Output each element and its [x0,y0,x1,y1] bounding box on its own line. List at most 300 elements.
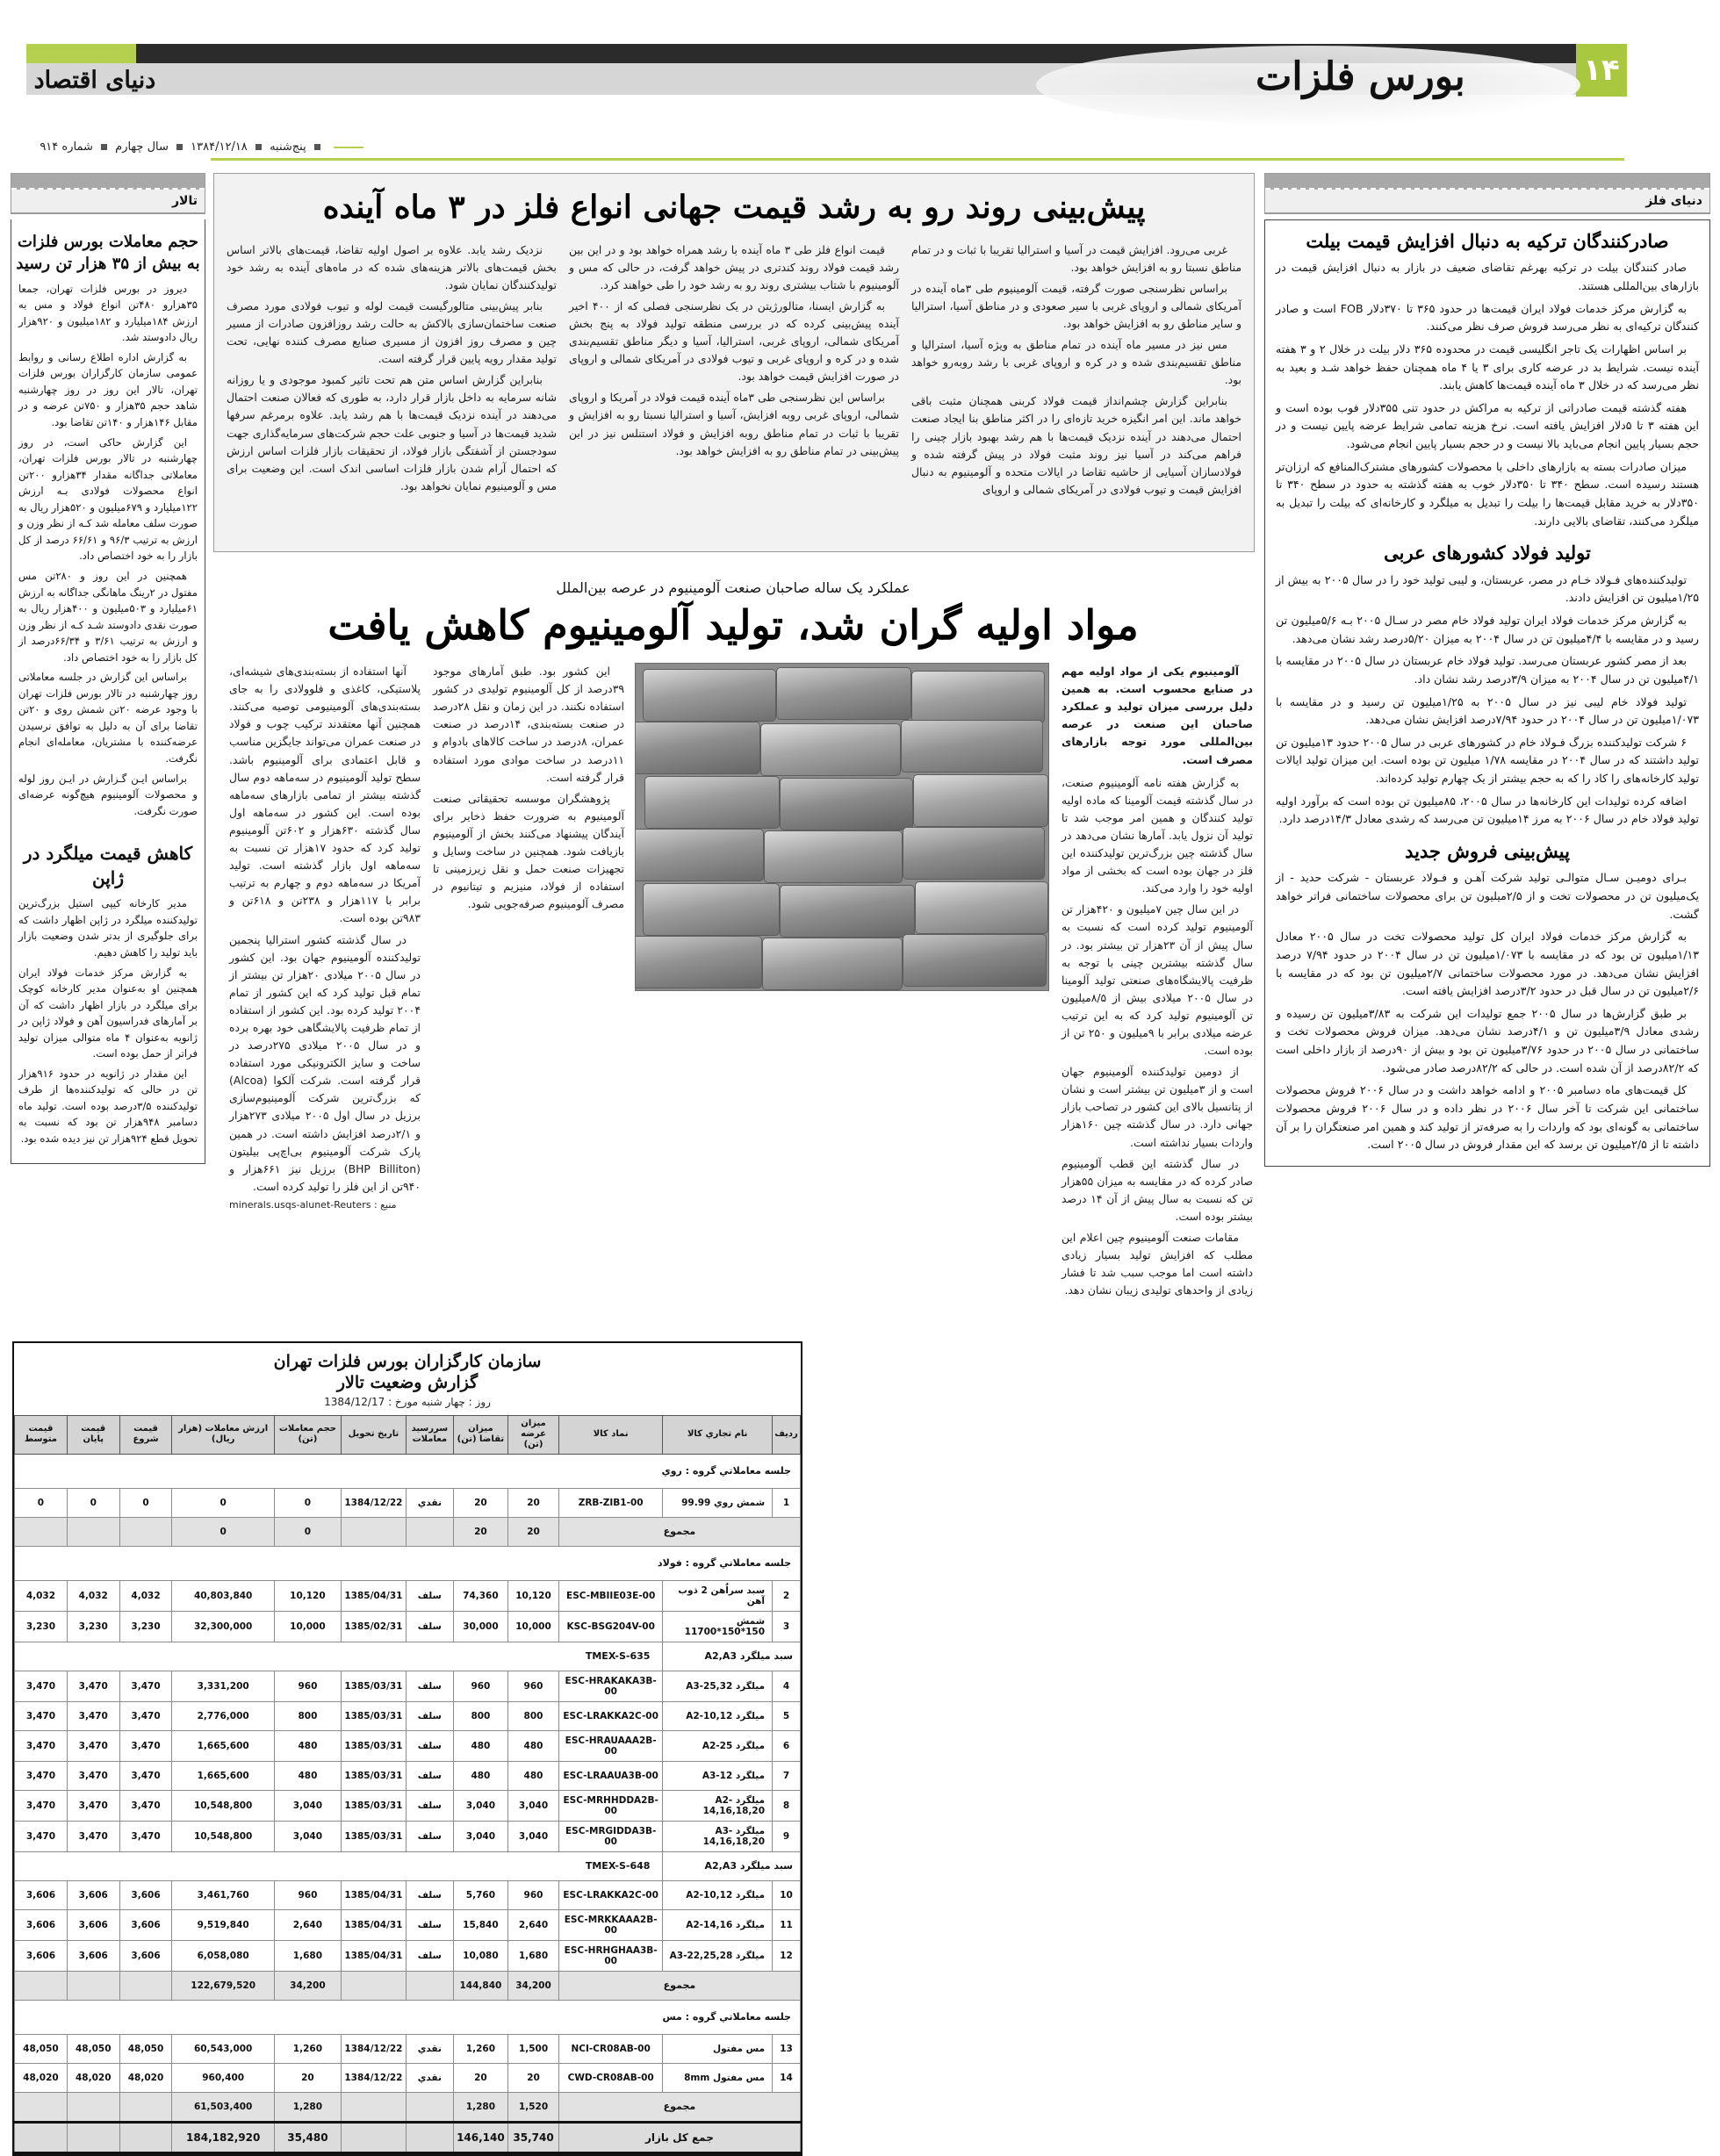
paragraph: میزان صادرات بسته به بازارهای داخلی با محصولات کشورهای مشترک‌المنافع که ارزان‌تر هستند رسیده است. سطح ۳۴۰ تا ۳۵۰دلار خوب به هفته گذشته به حدود در سطح ۳۴۰ تا ۳۵۰دلار به خرید مقابل قیمت‌ها را بیلت را تبدیل به میلگرد و کارخانه‌ای که بیلت را تبدیل به میلگرد می‌کنند، تقاضای بالایی دارند. [1276,459,1699,528]
cell-demand: 480 [453,1730,507,1761]
cell-product-name: ميلگرد A3-25,32 [663,1671,773,1701]
cell-avg-price: 48,020 [15,2063,68,2092]
paragraph: اضافه کرده تولیدات این کارخانه‌ها در سال ۲۰۰۵، ۸۵میلیون تن بوده است که برآورد اولیه تولید فولاد خام در سال ۲۰۰۶ به مرز ۱۴میلیون تن می‌رسد که رشدی معادل ۱۴/۳درصد دارد. [1276,794,1699,826]
cell-supply: 20 [508,2063,559,2092]
paragraph: ۶ شرکت تولیدکننده بزرگ فـولاد خام در کشورهای عربی در سال ۲۰۰۵ حدود ۱۳میلیون تن تولید داشتند که در سال ۲۰۰۴ در مقایسه ۱/۷۸ میلیون تن بوده است. این میزان تولید ایالات تولید کارخانه‌های را کاد را که به حجم بیشتر از یک چهارم تولید کرده‌اند. [1276,735,1699,786]
cell-symbol: ESC-MRKKAAA2B-00 [558,1909,663,1940]
paragraph: به گزارش هفته نامه آلومینیوم صنعت، در سال گذشته قیمت آلومینا که ماده اولیه تولید کنندگان و همین امر موجب شد تا تولید آن نزول یابد. آمارها نشان می‌دهد در سال گذشته چین بزرگ‌ترین تولیدکننده این فلز در جهان بوده است که بخشی از مواد اولیه خود را وارد می‌کند. [1062,775,1253,895]
table-row [15,1909,801,1940]
left-kicker-bar [11,174,205,190]
table-group-label: جلسه معاملاتي گروه : مس [15,2000,801,2034]
cell-volume: 3,040 [274,1790,341,1821]
cell-delivery-date: 1385/02/31 [341,1611,406,1642]
grand-total-open [119,2122,172,2152]
cell-supply: 480 [508,1730,559,1761]
right-body-3 [1276,869,1699,1154]
paragraph: دیروز در بورس فلزات تهران، جمعا ۳۵هزارو ۴۸۰تن انواع فولاد و مس به ارزش ۱۸۴میلیارد و ۱۸۲میلیون و ۹۲۰هزار ریال دادوستد شد. [18,282,198,344]
paragraph: تولید فولاد خام لیبی نیز در سال ۲۰۰۵ به ۱/۲۵میلیون تن رسید و در مقایسه با ۱/۰۷۳میلیون تن در سال ۲۰۰۴ در حدود ۷/۹۴درصد افزایش نشان می‌دهد. [1276,694,1699,727]
cell-delivery-date: 1385/03/31 [341,1671,406,1701]
paragraph: این مقدار در ژانویه در حدود ۹۱۶هزار تن در حالی که تولیدکننده‌ها از طرف تولیدکننده ۳/۵درصد بوده است. تولید ماه دسامبر ۹۴۸هزار تن بود که نسبت به تحویل قطع ۹۲۴هزار تن نیز دیده شده بود. [18,1067,198,1145]
cell-volume: 960 [274,1671,341,1701]
summary-supply: 34,200 [508,1971,559,2000]
table-row [15,1580,801,1611]
cell-demand: 74,360 [453,1580,507,1611]
cell-row-no: 9 [773,1821,801,1851]
newspaper-logo: دنیای اقتصاد [33,67,156,94]
cell-close-price: 3,470 [67,1761,119,1790]
cell-settlement: سلف [406,1730,453,1761]
cell-product-name: ميلگرد A3-22,25,28 [663,1940,773,1971]
cell-delivery-date: 1385/03/31 [341,1730,406,1761]
cell-product-name: شمش روي 99.99 [663,1488,773,1517]
cell-open-price: 48,020 [119,2063,172,2092]
summary-delivery [341,2092,406,2122]
feature-kicker: عملکرد یک ساله صاحبان صنعت آلومینیوم در عرصه بین‌الملل [556,579,910,596]
table-title-date: روز : چهار شنبه مورخ : 1384/12/17 [324,1396,491,1408]
cell-value: 0 [172,1488,275,1517]
cell-value: 6,058,080 [172,1940,275,1971]
feature-lede [1062,663,1253,769]
table-group-label: جلسه معاملاتي گروه : روي [15,1454,801,1488]
cell-value: 3,331,200 [172,1671,275,1701]
feature-article [213,579,1253,1308]
cell-product-name: ميلگرد A2-10,12 [663,1880,773,1909]
cell-delivery-date: 1385/03/31 [341,1701,406,1730]
paragraph: به گزارش ایسنا، متالورژیتن در یک نظرسنجی فصلی که از ۴۰۰ اخیر آینده پیش‌بینی کرده که در بررسی منطقه تولید فولاد به پنج بخش آمریکای شمالی، اروپای غربی، استرالیا، آسیا و دیگر مناطق تقسیم‌بندی شده و در کره و اروپای غربی و تیوب فولادی در آمریکای شمالی و اروپای در صورت افزایش قیمت خواهد بود. [569,298,899,384]
table-row [15,1611,801,1642]
cell-symbol: ESC-LRAKKA2C-00 [558,1880,663,1909]
cell-settlement: سلف [406,1761,453,1790]
cell-settlement: سلف [406,1671,453,1701]
cell-value: 9,519,840 [172,1909,275,1940]
paragraph: بـرای دومیـن سـال متوالـی تولید شرکت آهـن و فـولاد عربستان - شرکت حدید - از یک‌میلیون تن در محصولات تخت و از ۲/۵میلیون تن برای محصولات ساختمانی فراتر خواهد گشت. [1276,871,1699,921]
cell-row-no: 12 [773,1940,801,1971]
cell-avg-price: 3,606 [15,1940,68,1971]
cell-demand: 15,840 [453,1909,507,1940]
table-head [15,1416,801,1455]
cell-demand: 20 [453,2063,507,2092]
cell-delivery-date: 1384/12/22 [341,2063,406,2092]
grand-total-avg [15,2122,68,2152]
cell-volume: 0 [274,1488,341,1517]
cell-close-price: 48,050 [67,2034,119,2063]
summary-demand: 1,280 [453,2092,507,2122]
table-group-summary-row [15,1971,801,2000]
cell-demand: 10,080 [453,1940,507,1971]
cell-open-price: 48,050 [119,2034,172,2063]
paragraph: براساس این گزارش در جلسه معاملاتی روز چهارشنبه در تالار بورس فلزات تهران با وجود عرضه ۲۰تن شمش روی و ۲۰تن تقاضا برای آن به دلیل به توافق نرسیدن عرضه‌کننده با مشتریان، معامله‌ای انجام نگرفت. [18,671,198,765]
cell-volume: 1,260 [274,2034,341,2063]
cell-value: 10,548,800 [172,1790,275,1821]
grand-total-demand: 146,140 [453,2122,507,2152]
paragraph: بر اساس اظهارات یک تاجر انگلیسی قیمت در محدوده ۳۶۵ دلار بیلت در خلال ۲ و ۳ هفته آینده نیست. شرایط بد در عرضه کاری برای ۳ یا ۴ ماه همچنان حفظ خواهد شـد و بعید به نظر می‌رسد که در خلال ۳ ماه آینده قیمت‌ها کاهش یابند. [1276,341,1699,392]
feature-column-right [1062,663,1253,1303]
right-section [1276,541,1699,829]
dateline-dash [334,147,363,148]
cell-avg-price: 48,050 [15,2034,68,2063]
lead-column-1 [911,241,1241,502]
cell-symbol: ESC-HRAUAAA2B-00 [558,1730,663,1761]
cell-open-price: 3,606 [119,1880,172,1909]
cell-volume: 20 [274,2063,341,2092]
paragraph: در سال گذشته کشور استرالیا پنجمین تولیدکننده آلومینیوم جهان بود. این کشور در سال ۲۰۰۵ میلادی ۲۰هزار تن بیشتر از تمام قبل تولید کرد که این کشور از تمام ۲۰۰۴ تولید کرده بود. این کشور از استفاده از تمام ظرفیت پالایشگاهی خود بهره برده و در سال ۲۰۰۵ میلادی ۲۷۵درصد در ساخت و سایز الکترونیکی مورد استفاده قرار گرفته است. شرکت آلکوا (Alcoa) که بزرگ‌ترین شرکت آلومینیوم‌سازی برزیل در سال اول ۲۰۰۵ میلادی ۲۷۳هزار و ۲/۱درصد افزایش داشته است. در همین پارک شرکت آلومینیوم بی‌اچ‌پی بیلیتون (BHP Billiton) برزیل نیز ۶۶۱هزار و ۹۴۰تن از این فلز را تولید کرده است. [229,932,421,1193]
cell-product-name: ميلگرد A2-14,16 [663,1909,773,1940]
cell-product-name: مس مفتول [663,2034,773,2063]
paragraph: به گزارش مرکز خدمات فولاد ایران کل تولید محصولات تخت در سال ۲۰۰۵ معادل ۱/۱۳میلیون تن بود که در مقایسه با ۱/۰۷۳میلیون تن در سال ۲۰۰۴ در حدود ۷/۹۴ درصد افزایش نشان می‌دهد. در مورد محصولات ساختمانی ۲/۷میلیون تن بود که در مقایسه با ۲/۶میلیون تن در سال قبل در حدود ۳/۲درصد افزایش یافته است. [1276,930,1699,998]
paragraph: براساس ایـن گـزارش در ایـن روز لوله و محصولات آلومینیوم هیچ‌گونه عرضه‌ای صورت نگرفت. [18,772,198,817]
cell-symbol: ESC-HRAKAKA3B-00 [558,1671,663,1701]
cell-delivery-date: 1385/03/31 [341,1790,406,1821]
right-sidebar [1264,173,1710,1167]
col-header-avg-price: قیمت متوسط [15,1416,68,1455]
page-number-badge: ۱۴ [1576,44,1627,97]
cell-demand: 1,260 [453,2034,507,2063]
cell-settlement: سلف [406,1909,453,1940]
summary-label: مجموع [558,2092,800,2122]
aluminium-ingots-photo [635,663,1049,991]
cell-value: 2,776,000 [172,1701,275,1730]
cell-volume: 10,000 [274,1611,341,1642]
paragraph: در سال گذشته این قطب آلومینیوم صادر کرده که در مقایسه به میزان ۵۵هزار تن که نسبت به سال پیش از آن ۱۴ درصد بیشتر بوده است. [1062,1156,1254,1223]
cell-supply: 1,500 [508,2034,559,2063]
basket-label: سبد ميلگرد A2,A3 [663,1851,801,1880]
table-title-line1: سازمان کارگزاران بورس فلزات تهران [273,1352,542,1371]
feature-body-left [229,663,421,1196]
market-report-table [12,1341,802,2156]
col-header-product: نام تجاري کالا [663,1416,773,1455]
cell-row-no: 2 [773,1580,801,1611]
summary-close [67,1971,119,2000]
cell-open-price: 3,606 [119,1940,172,1971]
summary-delivery [341,1517,406,1546]
cell-row-no: 5 [773,1701,801,1730]
cell-avg-price: 3,470 [15,1671,68,1701]
paragraph: بر طبق گزارش‌ها در سال ۲۰۰۵ جمع تولیدات این شرکت به ۳/۸۳میلیون تن رسیده و رشدی معادل ۳/۹میلیون تن و ۴/۱درصد نشان می‌دهد. میزان فروش محصولات تخت و ساختمانی در سال ۲۰۰۵ در حدود ۳/۷۶میلیون تن بود و بیش از ۹۰درصد از بازار داخلی است که ۸۲/۲درصد از آن شده است. در حالی که ۸۲/۲درصد صادر می‌شود. [1276,1006,1699,1074]
summary-close [67,2092,119,2122]
table-row [15,1701,801,1730]
table-group-label: جلسه معاملاتي گروه : فولاد [15,1546,801,1580]
feature-source-credit: minerals.usqs-alunet-Reuters : منبع [229,1198,397,1211]
table-row [15,1880,801,1909]
grand-total-volume: 35,480 [274,2122,341,2152]
cell-open-price: 3,470 [119,1671,172,1701]
table-row [15,1730,801,1761]
summary-avg [15,1971,68,2000]
paragraph: همچنین در این روز و ۲۸۰تن مس مفتول در ۲رینگ ماهانگی جداگانه به ارزش ۶۱میلیارد و ۵۰۳میلیون و ۴۰۰هزار ریال به صورت نقدی دادوستد شـد کـه از نظر وزن و ارزش به ترتیب ۳/۶۱ و ۶۶/۳۴درصد از کل بازار را به خود اختصاص داد. [18,569,198,664]
cell-settlement: سلف [406,1611,453,1642]
left-headline-2: کاهش قیمت میلگرد در ژاپن [23,843,193,888]
left-body-2 [11,895,205,1157]
cell-value: 1,665,600 [172,1761,275,1790]
cell-demand: 480 [453,1761,507,1790]
summary-open [119,2092,172,2122]
cell-settlement: سلف [406,1701,453,1730]
lead-column-2 [569,241,899,502]
col-header-supply: میزان عرضه (تن) [508,1416,559,1455]
paragraph: بنابراین گزارش چشم‌انداز قیمت فولاد کربنی همچنان مثبت باقی خواهد ماند. این امر انگیزه خرید تازه‌ای را در اکثر مناطق بنا ایجاد صنعت احتمال می‌دهند در آینده نزدیک قیمت‌ها با هم رشد بهبود بازار چینی را فراهم می‌کند در آسیا نیز روند مثبت فولاد در پیش گرفته شده و فولادسازان آسیایی از حاشیه تقاضا در ایالات متحده و آلومینیوم به دنبال افزایش قیمت و تیوب فولادی در آمریکای شمالی و اروپای [911,394,1241,496]
summary-settlement [406,1971,453,2000]
cell-value: 60,543,000 [172,2034,275,2063]
right-headline-3: پیش‌بینی فروش جدید [1405,839,1570,862]
cell-close-price: 3,606 [67,1940,119,1971]
paragraph: به گزارش مرکز خدمات فولاد ایران قیمت‌ها در حدود ۳۶۵ تا ۳۷۰دلار FOB است و صادر کنندگان ترکیه‌ای به نظر می‌رسد فروش صرف نظر می‌کنند. [1276,301,1699,334]
summary-supply: 20 [508,1517,559,1546]
cell-volume: 960 [274,1880,341,1909]
table-body [15,1454,801,2152]
table-row [15,1671,801,1701]
lead-column-3 [227,241,557,502]
cell-product-name: ميلگرد A2-10,12 [663,1701,773,1730]
right-kicker-bar [1265,174,1709,190]
grand-total-settlement [406,2122,453,2152]
cell-supply: 2,640 [508,1909,559,1940]
paragraph: این گزارش حاکی است، در روز چهارشنبه در تالار بورس فلزات تهران، معاملاتی جداگانه مقدار ۳۴هزارو ۲۰۰تن انواع محصولات فولادی بـه ارزش ۱۲۲میلیارد و ۶۷۹میلیون و ۵۲۰هزار ریال به صورت سلف معامله شد کـه از نظر وزن و ارزش به ترتیب ۹۶/۳ و ۶۶/۶۱ درصد از کل بازار را به خود اختصاص داد. [18,435,198,563]
cell-product-name: سبد سراٌهن 2 ذوب آهن [663,1580,773,1611]
paragraph: هفته گذشته قیمت صادراتی از ترکیه به مراکش در حدود تنی ۳۵۵دلار فوب بوده است و این هفته ۳ تا ۵دلار افزایش یافته است. نرخ هزینه تمامی شرایط عرضه پایین نیست و در حجم بسیار پایین انجام می‌باید بالا نیست و در حجم بسیار پایین انجام می‌شود. [1276,400,1699,451]
cell-avg-price: 3,470 [15,1821,68,1851]
paragraph: این کشور بود. طبق آمارهای موجود ۳۹درصد از کل آلومینیوم تولیدی در کشور استفاده نکنند. در این زمان و نقل ۲۸درصد در صنعت بسته‌بندی، ۱۴درصد در صنعت عمران، ۸درصد در ساخت کالاهای بادوام و ۱۱درصد در ساخت موادی مورد استفاده قرار گرفته است. [433,665,624,784]
cell-symbol: NCI-CR08AB-00 [558,2034,663,2063]
table-row [15,1940,801,1971]
cell-symbol: ESC-MRGIDDA3B-00 [558,1821,663,1851]
cell-settlement: نقدي [406,2034,453,2063]
cell-value: 40,803,840 [172,1580,275,1611]
green-rule [211,158,1624,161]
cell-symbol: ESC-LRAKKA2C-00 [558,1701,663,1730]
basket-symbol: TMEX-S-635 [15,1642,663,1671]
cell-open-price: 3,470 [119,1790,172,1821]
right-section [1276,839,1699,1154]
summary-close [67,1517,119,1546]
grand-total-close [67,2122,119,2152]
cell-close-price: 0 [67,1488,119,1517]
cell-delivery-date: 1385/04/31 [341,1580,406,1611]
col-header-open-price: قیمت شروع [119,1416,172,1455]
table-subheader-row [15,1851,801,1880]
right-body-1 [1276,259,1699,530]
paragraph: به گزارش اداره اطلاع رسانی و روابط عمومی سازمان کارگزاران بورس فلزات تهران، تالار این روز در روز چهارشنبه شاهد حجم ۳۵هزار و ۷۵۰تن عرضه و در مقابل ۱۴۶هزار و ۱۴۰تن تقاضا بود. [18,350,198,429]
cell-symbol: ESC-MBIIE03E-00 [558,1580,663,1611]
cell-open-price: 3,470 [119,1761,172,1790]
paragraph: بعد از مصر کشور عربستان می‌رسد. تولید فولاد خام عربستان در سال ۲۰۰۵ در مقایسه با ۴/۱میلیون تن در سال ۲۰۰۴ به میزان ۳/۹درصد رشد نشان داد. [1276,654,1699,686]
left-body-1 [11,281,205,830]
summary-value: 0 [172,1517,275,1546]
dateline-year: سال چهارم [115,140,169,154]
cell-settlement: نقدي [406,2063,453,2092]
feature-body-right [1062,774,1253,1300]
paragraph: به گزارش مرکز خدمات فولاد ایران همچنین او به‌عنوان مدیر کارخانه کوچک برای میلگرد در بازار اظهار داشت که آن بر آمارهای فدراسیون آهن و فولاد ژاپن در ژانویه به‌عنوان ۴ ماه متوالی میزان تولید فراتر از حمل بوده است. [18,966,198,1060]
cell-close-price: 3,470 [67,1821,119,1851]
cell-close-price: 3,470 [67,1790,119,1821]
paragraph: مس نیز در مسیر ماه آینده در تمام مناطق به ویژه آسیا، استرالیا و مناطق تقسیم‌بندی شده و در کره و اروپای غربی با رشد روبه‌رو خواهد بود. [911,338,1241,387]
cell-volume: 480 [274,1761,341,1790]
cell-symbol: CWD-CR08AB-00 [558,2063,663,2092]
dateline-date: ۱۳۸۴/۱۲/۱۸ [191,140,248,154]
col-header-demand: میزان تقاضا (تن) [453,1416,507,1455]
summary-settlement [406,1517,453,1546]
right-headline-1: صادرکنندگان ترکیه به دنبال افزایش قیمت بیلت [1306,230,1669,252]
cell-symbol: ESC-LRAAUA3B-00 [558,1761,663,1790]
cell-row-no: 13 [773,2034,801,2063]
lead-headline: پیش‌بینی روند رو به رشد قیمت جهانی انواع فلز در ۳ ماه آینده [322,189,1146,226]
summary-demand: 144,840 [453,1971,507,2000]
paragraph: غربی می‌رود. افزایش قیمت در آسیا و استرالیا تقریبا با ثبات و در تمام مناطق نسبتا رو به افزایش خواهد بود. [911,242,1241,274]
dateline-square [176,144,183,150]
basket-symbol: TMEX-S-648 [15,1851,663,1880]
col-header-delivery: تاریخ تحویل [341,1416,406,1455]
cell-volume: 10,120 [274,1580,341,1611]
paragraph: بنابراین گزارش اساس متن هم تحت تاثیر کمبود موجودی و یا روزانه شانه سرمایه به داخل بازار قرار دارد، به طوری که فعالان صنعت احتمال می‌دهند در آینده نزدیک قیمت‌ها با هم رشد یابد. علاوه بر‌مرغم سرفها شدید قیمت‌ها در آسیا و جنوبی علت حجم شرکت‌های سرمایه‌گذاری جهت سودجستن از آشفتگی بازار فولاد، از تحقیقات بازار فلزات اساس ارزش که احتمال آرام شدن بازار فلزات اساسی اندک است. این وضعیت برای مس و آلومینیوم نمایان نخواهد بود. [227,373,557,492]
cell-row-no: 10 [773,1880,801,1909]
summary-delivery [341,1971,406,2000]
dateline-issue: شماره ۹۱۴ [40,140,93,154]
cell-open-price: 0 [119,1488,172,1517]
paragraph: مقامات صنعت آلومینیوم چین اعلام این مطلب که افزایش تولید بسیار زیادی داشته است اما موجب سبب شد تا فشار زیادی از واحدهای تولیدی زیبان نشان دهد. [1062,1231,1253,1297]
summary-avg [15,2092,68,2122]
cell-product-name: شمش 150*150*11700 [663,1611,773,1642]
cell-delivery-date: 1385/03/31 [341,1761,406,1790]
lead-article [213,173,1255,552]
cell-volume: 480 [274,1730,341,1761]
cell-row-no: 11 [773,1909,801,1940]
table-group-summary-row [15,1517,801,1546]
cell-row-no: 4 [773,1671,801,1701]
table-group-header [15,1546,801,1580]
table-row [15,1821,801,1851]
col-header-row-no: ردیف [773,1416,801,1455]
paragraph: آلومینیوم یکی از مواد اولیه مهم در صنایع محسوب است. به همین دلیل بررسی میزان تولید و عملکرد صاحبان این صنعت در عرصه بین‌المللی مورد توجه بازارهای مصرف است. [1062,665,1253,766]
cell-supply: 3,040 [508,1790,559,1821]
cell-avg-price: 3,470 [15,1761,68,1790]
summary-volume: 1,280 [274,2092,341,2122]
dateline [18,140,369,154]
cell-close-price: 3,470 [67,1671,119,1701]
cell-avg-price: 3,230 [15,1611,68,1642]
summary-label: مجموع [558,1517,800,1546]
cell-value: 3,461,760 [172,1880,275,1909]
grand-total-value: 184,182,920 [172,2122,275,2152]
feature-headline: مواد اولیه گران شد، تولید آلومینیوم کاهش یافت [327,601,1139,649]
cell-demand: 960 [453,1671,507,1701]
right-body-2 [1276,571,1699,829]
cell-symbol: ESC-HRHGHAA3B-00 [558,1940,663,1971]
col-header-symbol: نماد کالا [558,1416,663,1455]
summary-value: 61,503,400 [172,2092,275,2122]
cell-volume: 2,640 [274,1909,341,1940]
table-subheader-row [15,1642,801,1671]
cell-delivery-date: 1385/04/31 [341,1909,406,1940]
cell-row-no: 7 [773,1761,801,1790]
cell-open-price: 4,032 [119,1580,172,1611]
paragraph: بنابر پیش‌بینی متالورگیست قیمت لوله و تیوب فولادی مورد مصرف صنعت ساختمان‌سازی بالاکش به حالت رشد روزافزون صادرات از مسیر چین و مصرف روز افزون از مسیری صنایع مصرف کننده نهایی، تحت تولید مقدار رویه پایین قرار گرفته است. [227,298,557,366]
trading-table [14,1415,801,2154]
cell-open-price: 3,470 [119,1701,172,1730]
summary-value: 122,679,520 [172,1971,275,2000]
cell-demand: 30,000 [453,1611,507,1642]
col-header-volume: حجم معاملات (تن) [274,1416,341,1455]
cell-open-price: 3,470 [119,1730,172,1761]
feature-column-mid [433,663,624,1303]
cell-settlement: سلف [406,1580,453,1611]
cell-settlement: سلف [406,1880,453,1909]
cell-avg-price: 4,032 [15,1580,68,1611]
cell-value: 10,548,800 [172,1821,275,1851]
right-headline-2: تولید فولاد کشورهای عربی [1384,542,1591,564]
cell-symbol: ZRB-ZIB1-00 [558,1488,663,1517]
table-group-summary-row [15,2092,801,2122]
paragraph: از دومین تولیدکننده آلومینیوم جهان است و از ۳میلیون تن بیشتر است و نشان از پتانسیل بالای این کشور در تصاحب بازار جهانی دارد. در سال گذشته چین ۱۶۰هزار واردات بسیار نداشته است. [1062,1065,1253,1149]
table-title-block [14,1343,801,1415]
right-section [1276,229,1699,530]
dateline-square [314,144,320,150]
table-row [15,2034,801,2063]
paragraph: براساس این نظرسنجی طی ۳ماه آینده قیمت فولاد در آمریکا و اروپای شمالی، اروپای غربی روبه افزایش، آسیا و استرالیا نسبتا رو به افزایش و تقریبا با ثبات در تمام مناطق روبه افزایش و فولاد استنلس نیز در این پیش‌بینی در تمام مناطق رو به افزایش خواهد بود. [569,391,899,457]
cell-supply: 3,040 [508,1821,559,1851]
paragraph: به گزارش مرکز خدمات فولاد ایران تولید فولاد خام مصر در سـال ۲۰۰۵ بـه ۵/۶میلیون تن رسید و در مقایسه با ۴/۴میلیون تن در سال ۲۰۰۴ به میزان ۵/۲۰درصد رشد نشان می‌دهد. [1276,613,1699,645]
cell-supply: 480 [508,1761,559,1790]
cell-value: 32,300,000 [172,1611,275,1642]
dateline-square [255,144,262,150]
cell-supply: 10,120 [508,1580,559,1611]
cell-close-price: 48,020 [67,2063,119,2092]
cell-supply: 10,000 [508,1611,559,1642]
summary-demand: 20 [453,1517,507,1546]
cell-product-name: ميلگرد A2-25 [663,1730,773,1761]
table-row [15,2063,801,2092]
cell-delivery-date: 1385/04/31 [341,1940,406,1971]
summary-volume: 0 [274,1517,341,1546]
col-header-value: ارزش معاملات (هزار ریال) [172,1416,275,1455]
cell-close-price: 4,032 [67,1580,119,1611]
table-group-header [15,2000,801,2034]
table-title-line2: گزارش وضعیت تالار [336,1373,479,1392]
cell-product-name: ميلگرد A3-12 [663,1761,773,1790]
cell-supply: 960 [508,1880,559,1909]
cell-settlement: سلف [406,1790,453,1821]
cell-row-no: 14 [773,2063,801,2092]
cell-avg-price: 0 [15,1488,68,1517]
cell-row-no: 8 [773,1790,801,1821]
paragraph: صادر کنندگان بیلت در ترکیه بهرغم تقاضای ضعیف در بازار به دنبال افزایش قیمت در بازارهای بین‌المللی هستند. [1276,261,1699,292]
cell-open-price: 3,470 [119,1821,172,1851]
cell-symbol: KSC-BSG204V-00 [558,1611,663,1642]
table-row [15,1761,801,1790]
cell-supply: 20 [508,1488,559,1517]
cell-demand: 800 [453,1701,507,1730]
col-header-settlement: سررسید معاملات [406,1416,453,1455]
summary-open [119,1517,172,1546]
cell-supply: 1,680 [508,1940,559,1971]
dateline-square [101,144,107,150]
left-kicker-label: تالار [11,190,205,213]
basket-label: سبد ميلگرد A2,A3 [663,1642,801,1671]
cell-demand: 20 [453,1488,507,1517]
cell-close-price: 3,606 [67,1880,119,1909]
grand-total-supply: 35,740 [508,2122,559,2152]
cell-symbol: ESC-MRHHDDA2B-00 [558,1790,663,1821]
cell-avg-price: 3,606 [15,1880,68,1909]
dateline-weekday: پنج‌شنبه [270,140,306,154]
cell-demand: 3,040 [453,1790,507,1821]
cell-open-price: 3,606 [119,1909,172,1940]
cell-supply: 800 [508,1701,559,1730]
table-row [15,1790,801,1821]
cell-settlement: سلف [406,1821,453,1851]
left-sidebar [11,173,205,1164]
cell-product-name: ميلگرد A3-14,16,18,20 [663,1821,773,1851]
cell-open-price: 3,230 [119,1611,172,1642]
summary-supply: 1,520 [508,2092,559,2122]
